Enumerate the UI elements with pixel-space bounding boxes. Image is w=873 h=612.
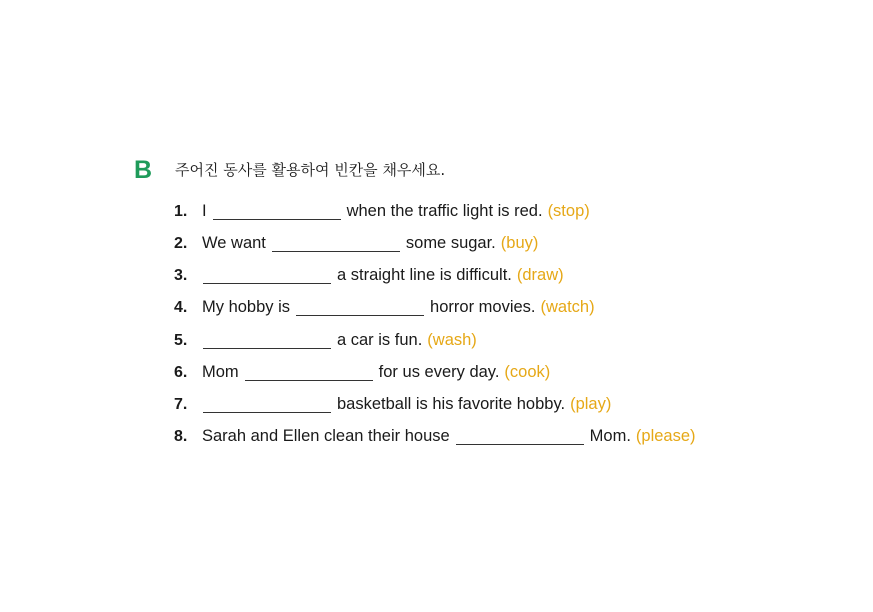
exercise-item: [174, 232, 538, 254]
answer-blank[interactable]: [272, 237, 400, 252]
item-text-before: Sarah and Ellen clean their house: [202, 427, 450, 445]
answer-blank[interactable]: [213, 205, 341, 220]
item-text-after: horror movies.: [430, 298, 536, 316]
verb-hint: (buy): [500, 234, 539, 252]
answer-blank[interactable]: [203, 269, 331, 284]
item-text-after: a straight line is difficult.: [337, 266, 512, 284]
answer-blank[interactable]: [456, 430, 584, 445]
verb-hint: (draw): [516, 266, 564, 284]
verb-hint: (please): [635, 427, 696, 445]
item-text-before: Mom: [202, 363, 239, 381]
exercise-item: [174, 264, 564, 286]
item-number: 5.: [174, 332, 188, 349]
item-number: 3.: [174, 267, 188, 284]
item-number: 6.: [174, 364, 188, 381]
verb-hint: (stop): [547, 202, 590, 220]
answer-blank[interactable]: [203, 334, 331, 349]
item-text-after: some sugar.: [405, 234, 496, 252]
item-text-before: We want: [202, 234, 266, 252]
verb-hint: (watch): [540, 298, 595, 316]
exercise-item: [174, 425, 696, 447]
item-text-after: for us every day.: [378, 363, 500, 381]
item-number: 8.: [174, 428, 188, 445]
exercise-item: [174, 393, 611, 415]
answer-blank[interactable]: [203, 398, 331, 413]
exercise-item: [174, 296, 595, 318]
exercise-item: [174, 200, 590, 222]
item-number: 4.: [174, 299, 188, 316]
answer-blank[interactable]: [296, 301, 424, 316]
item-text-after: Mom.: [589, 427, 631, 445]
item-text-before: I: [202, 202, 207, 220]
item-text-before: My hobby is: [202, 298, 291, 316]
instruction-text: 주어진 동사를 활용하여 빈칸을 채우세요.: [175, 161, 446, 179]
item-number: 2.: [174, 235, 188, 252]
exercise-item: [174, 361, 550, 383]
section-letter: B: [134, 156, 153, 184]
exercise-item: [174, 329, 477, 351]
verb-hint: (wash): [427, 331, 477, 349]
item-number: 1.: [174, 203, 188, 220]
verb-hint: (play): [570, 395, 612, 413]
answer-blank[interactable]: [245, 366, 373, 381]
item-text-after: basketball is his favorite hobby.: [337, 395, 566, 413]
item-text-after: a car is fun.: [337, 331, 423, 349]
verb-hint: (cook): [504, 363, 551, 381]
item-text-after: when the traffic light is red.: [346, 202, 543, 220]
item-number: 7.: [174, 396, 188, 413]
